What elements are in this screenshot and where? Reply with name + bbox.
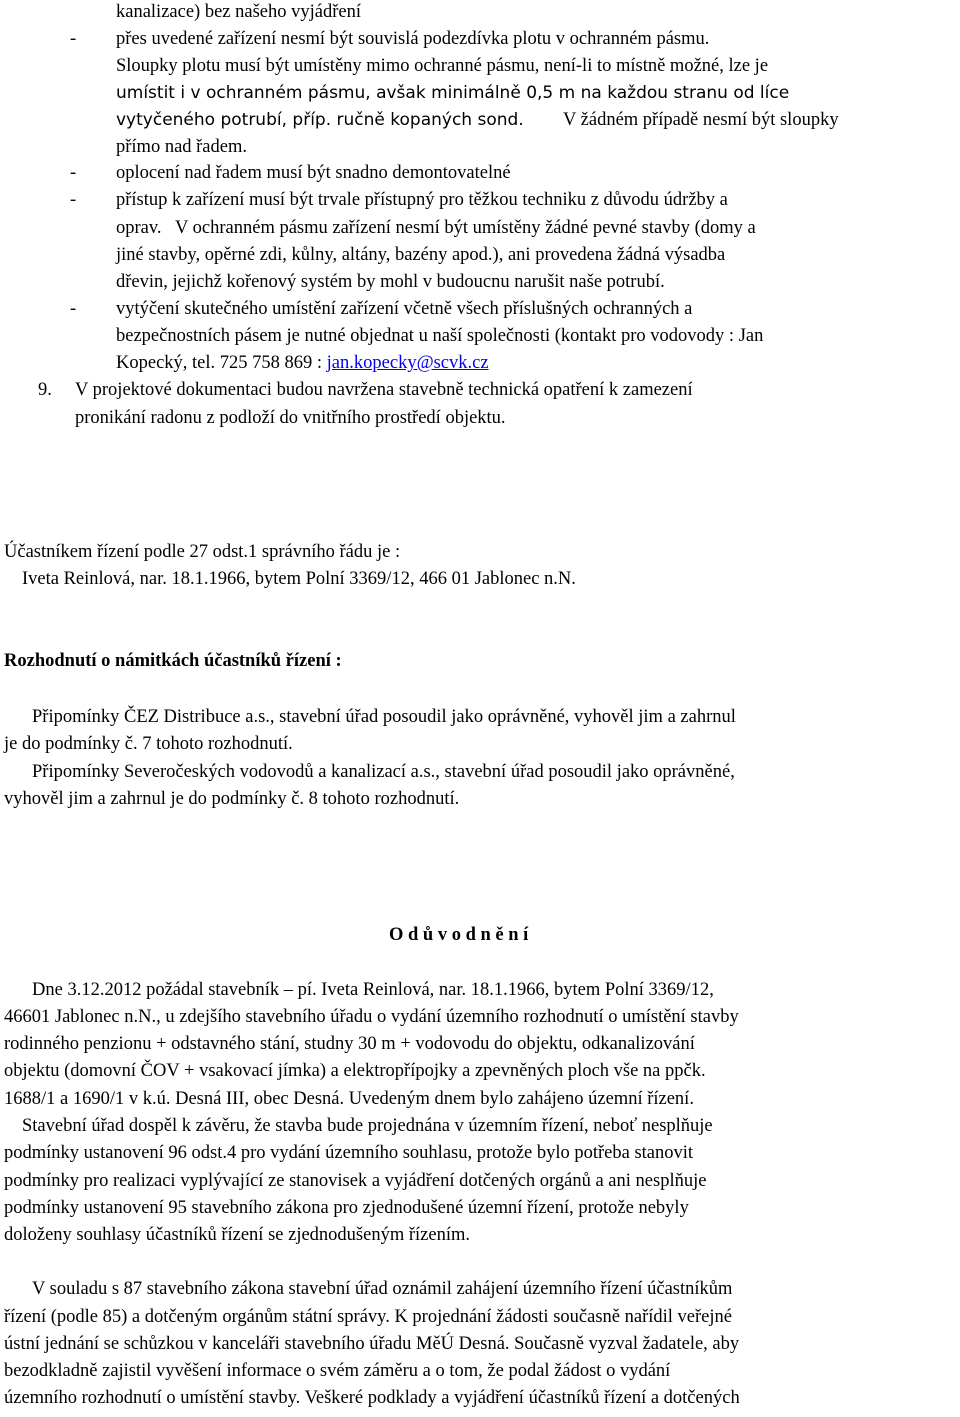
email-link[interactable]: jan.kopecky@scvk.cz bbox=[326, 353, 489, 373]
bullet-dash: - bbox=[70, 190, 77, 210]
text-line: objektu (domovní ČOV + vsakovací jímka) a elektropřípojky a zpevněných ploch vše na ppčk. bbox=[4, 1061, 706, 1081]
text-line: V ochranném pásmu zařízení nesmí být umístěny žádné pevné stavby (domy a bbox=[175, 218, 756, 238]
text-line: ústní jednání se schůzkou v kanceláři stavebního úřadu MěÚ Desná. Současně vyzval žadatele, aby bbox=[4, 1334, 740, 1354]
text-line: vytýčení skutečného umístění zařízení včetně všech příslušných ochranných a bbox=[116, 299, 693, 319]
text-line: Stavební úřad dospěl k závěru, že stavba bude projednána v územním řízení, neboť nesplňuje bbox=[22, 1116, 713, 1136]
text-line: 1688/1 a 1690/1 v k.ú. Desná III, obec Desná. Uvedeným dnem bylo zahájeno územní řízení. bbox=[4, 1089, 694, 1109]
text-line: pronikání radonu z podloží do vnitřního prostředí objektu. bbox=[75, 408, 506, 428]
text-line: přístup k zařízení musí být trvale přístupný pro těžkou techniku z důvodu údržby a bbox=[116, 190, 728, 210]
text-line: přes uvedené zařízení nesmí být souvislá podezdívka plotu v ochranném pásmu. bbox=[116, 29, 710, 49]
text-line: podmínky ustanovení 96 odst.4 pro vydání územního souhlasu, protože bylo potřeba stanovit bbox=[4, 1143, 694, 1163]
participants-intro: Účastníkem řízení podle 27 odst.1 správního řádu je : bbox=[4, 542, 401, 562]
text-line: řízení (podle 85) a dotčeným orgánům státní správy. K projednání žádosti současně nařídil veřejné bbox=[4, 1307, 732, 1327]
bullet-dash: - bbox=[70, 299, 77, 319]
text-line: V souladu s 87 stavebního zákona stavební úřad oznámil zahájení územního řízení účastníkům bbox=[32, 1279, 733, 1299]
list-number: 9. bbox=[38, 380, 52, 400]
text-line: přímo nad řadem. bbox=[116, 137, 247, 157]
section-heading: Rozhodnutí o námitkách účastníků řízení : bbox=[4, 651, 342, 671]
text-line: dřevin, jejichž kořenový systém by mohl v budoucnu narušit naše potrubí. bbox=[116, 272, 665, 292]
text-line: oplocení nad řadem musí být snadno demontovatelné bbox=[116, 163, 511, 183]
text-line: rodinného penzionu + odstavného stání, studny 30 m + vodovodu do objektu, odkanalizování bbox=[4, 1034, 695, 1054]
bullet-dash: - bbox=[70, 163, 77, 183]
text-line: územního rozhodnutí o umístění stavby. Veškeré podklady a vyjádření účastníků řízení a dotčených bbox=[4, 1388, 740, 1408]
text-line: jiné stavby, opěrné zdi, kůlny, altány, bazény apod.), ani provedena žádná výsadba bbox=[116, 245, 726, 265]
text-line: Dne 3.12.2012 požádal stavebník – pí. Iveta Reinlová, nar. 18.1.1966, bytem Polní 3369/12, bbox=[32, 980, 714, 1000]
text-line: vyhověl jim a zahrnul je do podmínky č. 8 tohoto rozhodnutí. bbox=[4, 789, 460, 809]
text-line: oprav. bbox=[116, 218, 162, 238]
text-line: podmínky ustanovení 95 stavebního zákona pro zjednodušené územní řízení, protože nebyly bbox=[4, 1198, 689, 1218]
text-line: bezodkladně zajistil vyvěšení informace o svém záměru a o tom, že podal žádost o vydání bbox=[4, 1361, 671, 1381]
text-line: V žádném případě nesmí být sloupky bbox=[563, 110, 839, 130]
text-line: je do podmínky č. 7 tohoto rozhodnutí. bbox=[4, 734, 293, 754]
text-line: V projektové dokumentaci budou navržena stavebně technická opatření k zamezení bbox=[75, 380, 693, 400]
text-line: Připomínky ČEZ Distribuce a.s., stavební úřad posoudil jako oprávněné, vyhověl jim a zahrnul bbox=[32, 707, 736, 727]
text-line: kanalizace) bez našeho vyjádření bbox=[116, 2, 361, 22]
text-line: umístit i v ochranném pásmu, avšak minimálně 0,5 m na každou stranu od líce bbox=[116, 83, 790, 103]
section-heading: O d ů v o d n ě n í bbox=[389, 925, 529, 945]
text-line: bezpečnostních pásem je nutné objednat u naší společnosti (kontakt pro vodovody : Jan bbox=[116, 326, 764, 346]
text-line: vytyčeného potrubí, příp. ručně kopaných sond. bbox=[116, 110, 524, 130]
text-line: Sloupky plotu musí být umístěny mimo ochranné pásmu, není-li to místně možné, lze je bbox=[116, 56, 769, 76]
text-line: Připomínky Severočeských vodovodů a kanalizací a.s., stavební úřad posoudil jako oprávněné, bbox=[32, 762, 735, 782]
bullet-dash: - bbox=[70, 29, 77, 49]
text-line: 46601 Jablonec n.N., u zdejšího stavebního úřadu o vydání územního rozhodnutí o umístění stavby bbox=[4, 1007, 739, 1027]
contact-text: Kopecký, tel. 725 758 869 : bbox=[116, 353, 327, 373]
text-line: doloženy souhlasy účastníků řízení se zjednodušeným řízením. bbox=[4, 1225, 470, 1245]
text-line: podmínky pro realizaci vyplývající ze stanovisek a vyjádření dotčených orgánů a ani nesplňuje bbox=[4, 1171, 707, 1191]
participant-entry: Iveta Reinlová, nar. 18.1.1966, bytem Polní 3369/12, 466 01 Jablonec n.N. bbox=[22, 569, 576, 589]
text-line bbox=[116, 354, 489, 373]
